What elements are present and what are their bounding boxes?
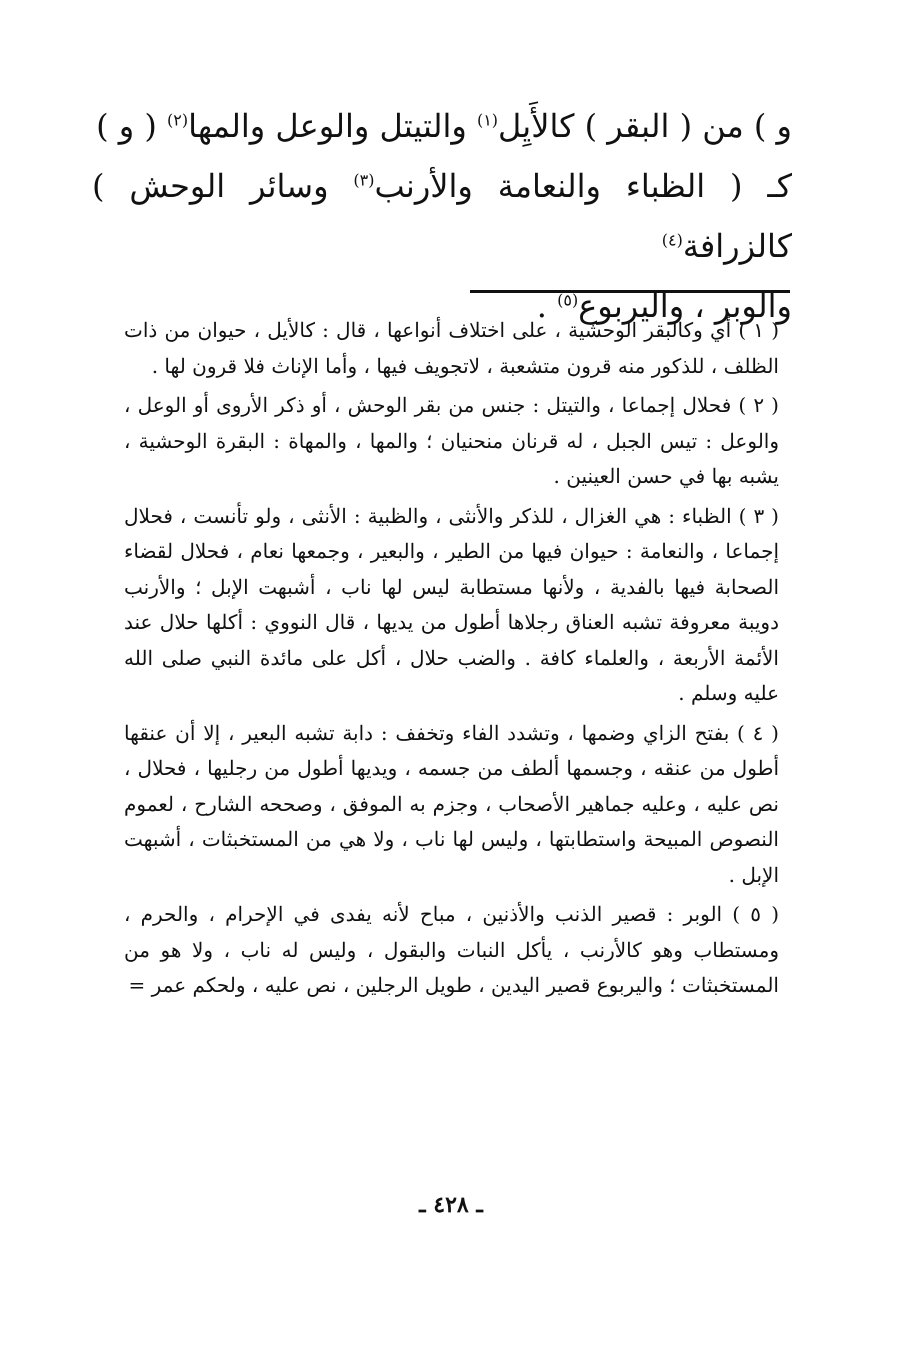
footnote-reference: (٣) (353, 170, 375, 190)
main-text-segment: ( و ) (96, 107, 167, 145)
footnote-5: ( ٥ ) الوبر : قصير الذنب والأذنين ، مباح لأنه يفدى في الإحرام ، والحرم ، ومستطاب وهو كالأرنب ، يأكل النبات والبقول ، وليس له ناب ، ولا هو من المستخبثات ؛ واليربوع قصير اليدين ، طويل الرجلين ، نص عليه ، ولحكم عمر = (124, 902, 779, 997)
footnote-1: ( ١ ) أي وكالبقر الوحشية ، على اختلاف أنواعها ، قال : كالأيل ، حيوان من ذات الظلف ، للذكور منه قرون متشعبة ، لاتجويف فيها ، وأما الإناث فلا قرون لها . (124, 318, 780, 378)
main-text-line (92, 156, 792, 276)
main-text-line (92, 96, 792, 156)
main-text-segment: و ) من ( البقر ) كالأَيِل (498, 107, 792, 145)
footnote-2: ( ٢ ) فحلال إجماعا ، والتيتل : جنس من بقر الوحش ، أو ذكر الأروى أو الوعل ، والوعل : تيس الجبل ، له قرنان منحنيان ؛ والمها ، والمهاة : البقرة الوحشية ، يشبه بها في حسن العينين . (124, 393, 779, 488)
main-text (92, 96, 792, 336)
main-text-segment: . (536, 287, 558, 325)
footnote-divider (470, 290, 790, 293)
footnote-reference: (٢) (167, 110, 189, 130)
footnotes (124, 313, 779, 1008)
main-text-segment: وسائر الوحش ) كالزرافة (92, 167, 792, 265)
footnote-reference: (١) (476, 110, 499, 130)
footnote-4: ( ٤ ) بفتح الزاي وضمها ، وتشدد الفاء وتخفف : دابة تشبه البعير ، إلا أن عنقها أطول من عنقه ، وجسمها ألطف من جسمه ، ويديها أطول من رجليها ، فحلال ، نص عليه ، وعليه جماهير الأصحاب ، وجزم به الموفق ، وصححه الشارح ، لعموم النصوص المبيحة واستطابتها ، وليس لها ناب ، ولا هي من المستخبثات ، أشبهت الإبل . (124, 720, 779, 887)
footnote-reference: (٥) (557, 290, 579, 310)
main-text-segment: والوبر ، واليربوع (578, 287, 792, 325)
main-text-segment: والتيتل والوعل والمها (188, 107, 477, 145)
footnote-reference: (٤) (661, 230, 683, 250)
main-text-segment: كـ ( الظباء والنعامة والأرنب (374, 167, 793, 205)
page-number: ـ ٤٢٨ ـ (419, 1192, 483, 1218)
footnote-3: ( ٣ ) الظباء : هي الغزال ، للذكر والأنثى ، والظبية : الأنثى ، ولو تأنست ، فحلال إجماعا ، والنعامة : حيوان فيها من الطير ، والبعير ، وجمعها نعام ، فحلال لقضاء الصحابة فيها بالفدية ، ولأنها مستطابة ليس لها ناب ، أشبهت الإبل ؛ والأرنب دويبة معروفة تشبه العناق رجلاها أطول من يديها ، قال النووي : أكلها حلال عند الأئمة الأربعة ، والعلماء كافة . والضب حلال ، أكل على مائدة النبي صلى الله عليه وسلم . (124, 503, 780, 705)
